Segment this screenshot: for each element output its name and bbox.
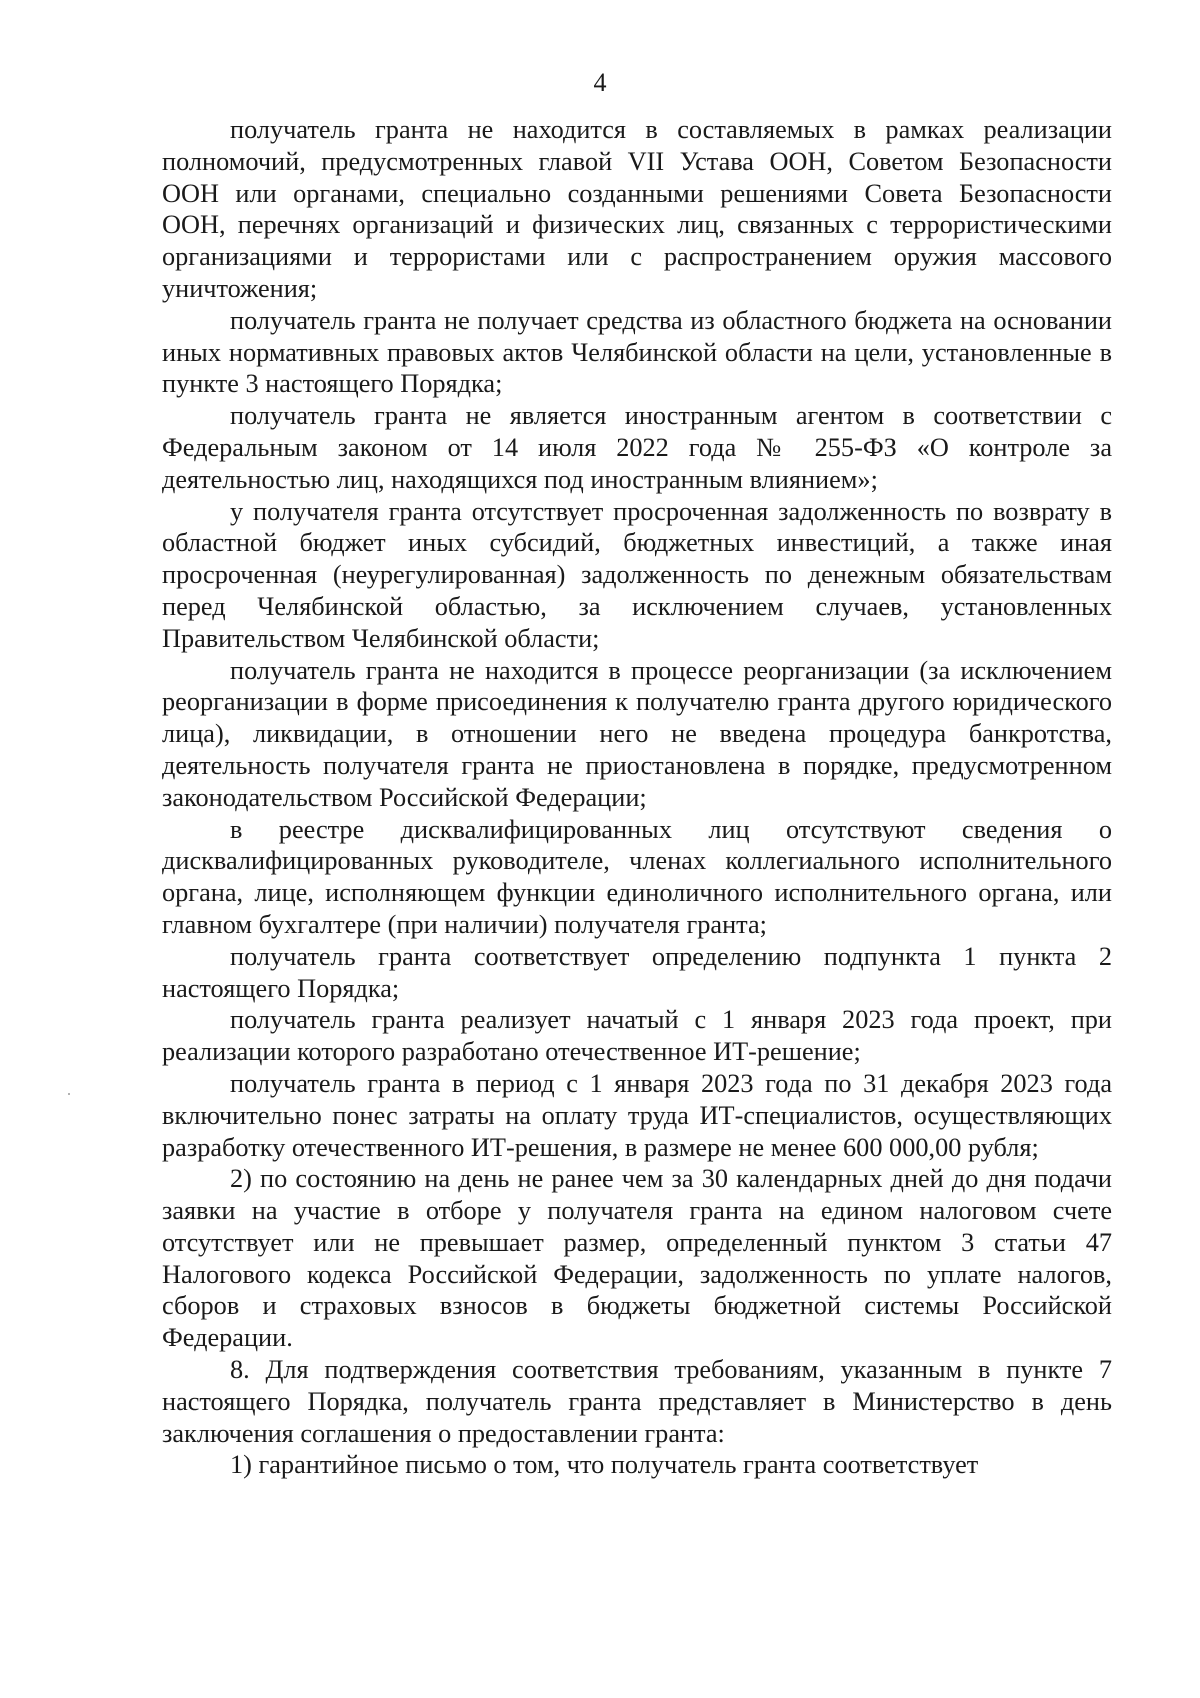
paragraph: получатель гранта не находится в составляемых в рамках реализации полномочий, предусмотренных главой VII Устава ООН, Советом Безопасности ООН или органами, специально созданными решениями Совета Безопасности ООН, перечнях организаций и физических лиц, связанных с террористическими организациями и террористами или с распространением оружия массового уничтожения; [162,115,1112,303]
paragraph: у получателя гранта отсутствует просроченная задолженность по возврату в областной бюджет иных субсидий, бюджетных инвестиций, а также иная просроченная (неурегулированная) задолженность по денежным обязательствам перед Челябинской областью, за исключением случаев, установленных Правительством Челябинской области; [162,496,1112,653]
page-number: 4 [593,68,607,97]
paragraph: получатель гранта реализует начатый с 1 января 2023 года проект, при реализации которого разработано отечественное ИТ-решение; [162,1005,1112,1067]
document-body [162,114,1112,1481]
paragraph: в реестре дисквалифицированных лиц отсутствуют сведения о дисквалифицированных руководителе, членах коллегиального исполнительного органа, лице, исполняющем функции единоличного исполнительного органа, или главном бухгалтере (при наличии) получателя гранта; [162,814,1112,939]
paragraph: 8. Для подтверждения соответствия требованиям, указанным в пункте 7 настоящего Порядка, получатель гранта представляет в Министерство в день заключения соглашения о предоставлении гранта: [162,1355,1112,1448]
paragraph: получатель гранта соответствует определению подпункта 1 пункта 2 настоящего Порядка; [162,941,1112,1003]
paragraph: получатель гранта не находится в процессе реорганизации (за исключением реорганизации в форме присоединения к получателю гранта другого юридического лица), ликвидации, в отношении него не введена процедура банкротства, деятельность получателя гранта не приостановлена в порядке, предусмотренном законодательством Российской Федерации; [162,655,1112,812]
scan-artifact [68,1093,70,1095]
paragraph: получатель гранта в период с 1 января 2023 года по 31 декабря 2023 года включительно понес затраты на оплату труда ИТ-специалистов, осуществляющих разработку отечественного ИТ-решения, в размере не менее 600 000,00 рубля; [162,1068,1112,1162]
paragraph: получатель гранта не является иностранным агентом в соответствии с Федеральным законом от 14 июля 2022 года № 255-ФЗ «О контроле за деятельностью лиц, находящихся под иностранным влиянием»; [162,401,1112,494]
paragraph-last: 1) гарантийное письмо о том, что получатель гранта соответствует [230,1450,979,1480]
paragraph: 2) по состоянию на день не ранее чем за 30 календарных дней до дня подачи заявки на участие в отборе у получателя гранта на едином налоговом счете отсутствует или не превышает размер, определенный пунктом 3 статьи 47 Налогового кодекса Российской Федерации, задолженность по уплате налогов, сборов и страховых взносов в бюджеты бюджетной системы Российской Федерации. [162,1164,1112,1353]
paragraph: получатель гранта не получает средства из областного бюджета на основании иных нормативных правовых актов Челябинской области на цели, установленные в пункте 3 настоящего Порядка; [162,305,1112,399]
